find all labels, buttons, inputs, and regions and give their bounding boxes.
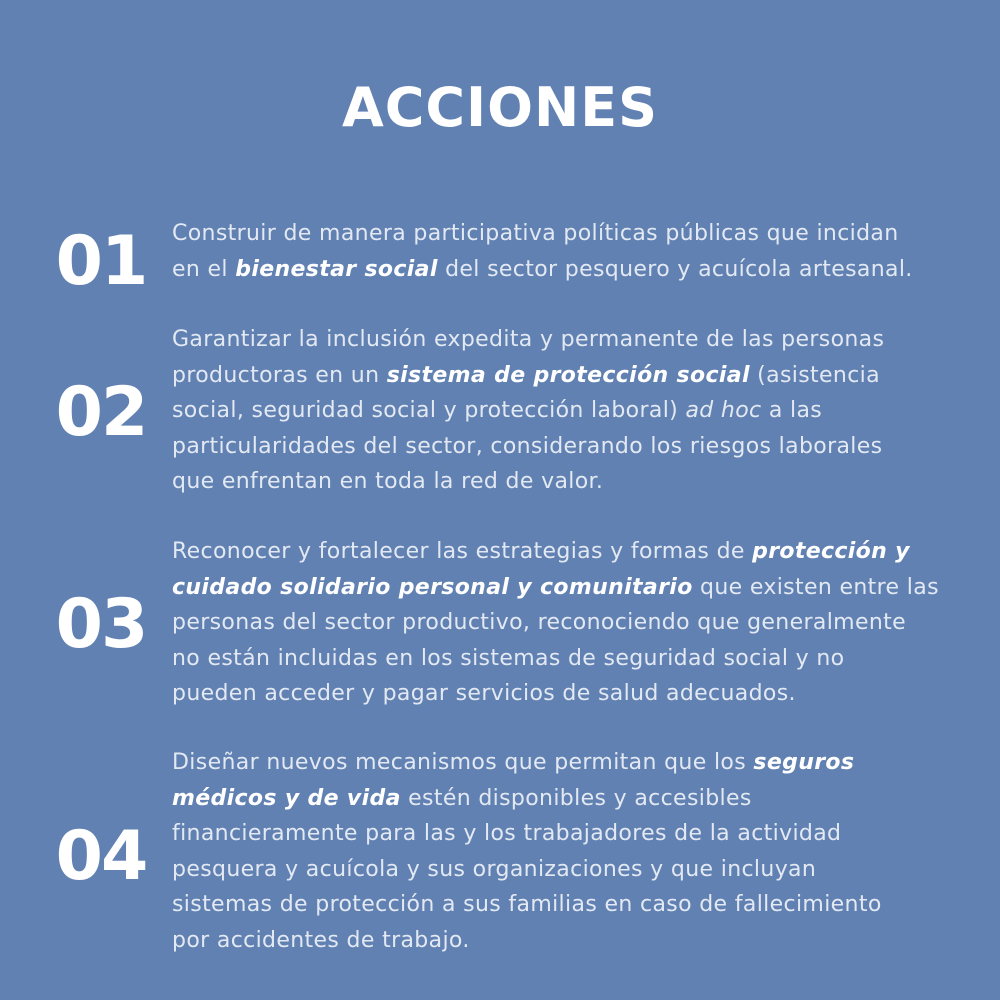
- text-run: Garantizar la inclusión expedita y permanente de las personas: [172, 327, 885, 352]
- text-line: [172, 434, 882, 459]
- action-text: [172, 534, 962, 712]
- text-run: a las: [761, 398, 823, 423]
- text-line: [172, 610, 906, 635]
- emphasized-text: sistema de protección social: [386, 362, 750, 388]
- action-text: [172, 322, 962, 500]
- text-line: [172, 469, 603, 494]
- text-line: [172, 821, 841, 846]
- text-line: [172, 786, 752, 811]
- text-line: [172, 257, 913, 282]
- action-number: 01: [55, 222, 147, 301]
- text-run: (asistencia: [749, 362, 880, 388]
- text-run: financieramente para las y los trabajadores de la actividad: [172, 821, 842, 846]
- text-line: [172, 363, 880, 388]
- text-run: productoras en un: [172, 362, 387, 388]
- text-line: [172, 892, 882, 917]
- text-line: [172, 327, 884, 352]
- emphasized-text: médicos y de vida: [172, 785, 401, 811]
- emphasized-text: cuidado solidario personal y comunitario: [172, 574, 693, 600]
- text-run: en el: [172, 256, 236, 282]
- text-run: social, seguridad social y protección laboral): [172, 398, 686, 423]
- text-line: [172, 398, 822, 423]
- text-line: [172, 681, 796, 706]
- text-run: pueden acceder y pagar servicios de salud adecuados.: [172, 681, 796, 706]
- text-run: no están incluidas en los sistemas de seguridad social y no: [172, 645, 845, 671]
- text-run: particularidades del sector, considerando los riesgos laborales: [172, 433, 883, 459]
- text-run: Reconocer y fortalecer las estrategias y formas de: [172, 539, 753, 564]
- text-run: por accidentes de trabajo.: [172, 927, 470, 953]
- text-run: Diseñar nuevos mecanismos que permitan que los: [172, 750, 754, 775]
- emphasized-text: protección y: [752, 539, 910, 564]
- text-run: estén disponibles y accesibles: [400, 785, 752, 811]
- text-run: Construir de manera participativa políticas públicas que incidan: [172, 221, 899, 246]
- text-line: [172, 539, 910, 564]
- page-title: ACCIONES: [341, 76, 659, 139]
- text-run: del sector pesquero y acuícola artesanal.: [437, 256, 913, 282]
- text-line: [172, 750, 854, 775]
- italic-text: ad hoc: [685, 398, 762, 423]
- text-line: [172, 928, 470, 953]
- text-line: [172, 221, 899, 246]
- text-run: pesquera y acuícola y sus organizaciones y que incluyan: [172, 856, 817, 882]
- text-line: [172, 646, 844, 671]
- text-run: que existen entre las: [692, 574, 939, 600]
- text-run: sistemas de protección a sus familias en caso de fallecimiento: [172, 892, 882, 917]
- action-text: [172, 216, 962, 287]
- text-line: [172, 575, 939, 600]
- action-number: 04: [55, 817, 147, 896]
- emphasized-text: seguros: [753, 750, 855, 775]
- text-line: [172, 857, 816, 882]
- text-run: que enfrentan en toda la red de valor.: [172, 469, 604, 494]
- action-text: [172, 745, 962, 958]
- action-number: 03: [55, 585, 147, 664]
- action-number: 02: [55, 373, 147, 452]
- text-run: personas del sector productivo, reconociendo que generalmente: [172, 610, 906, 635]
- emphasized-text: bienestar social: [235, 256, 438, 282]
